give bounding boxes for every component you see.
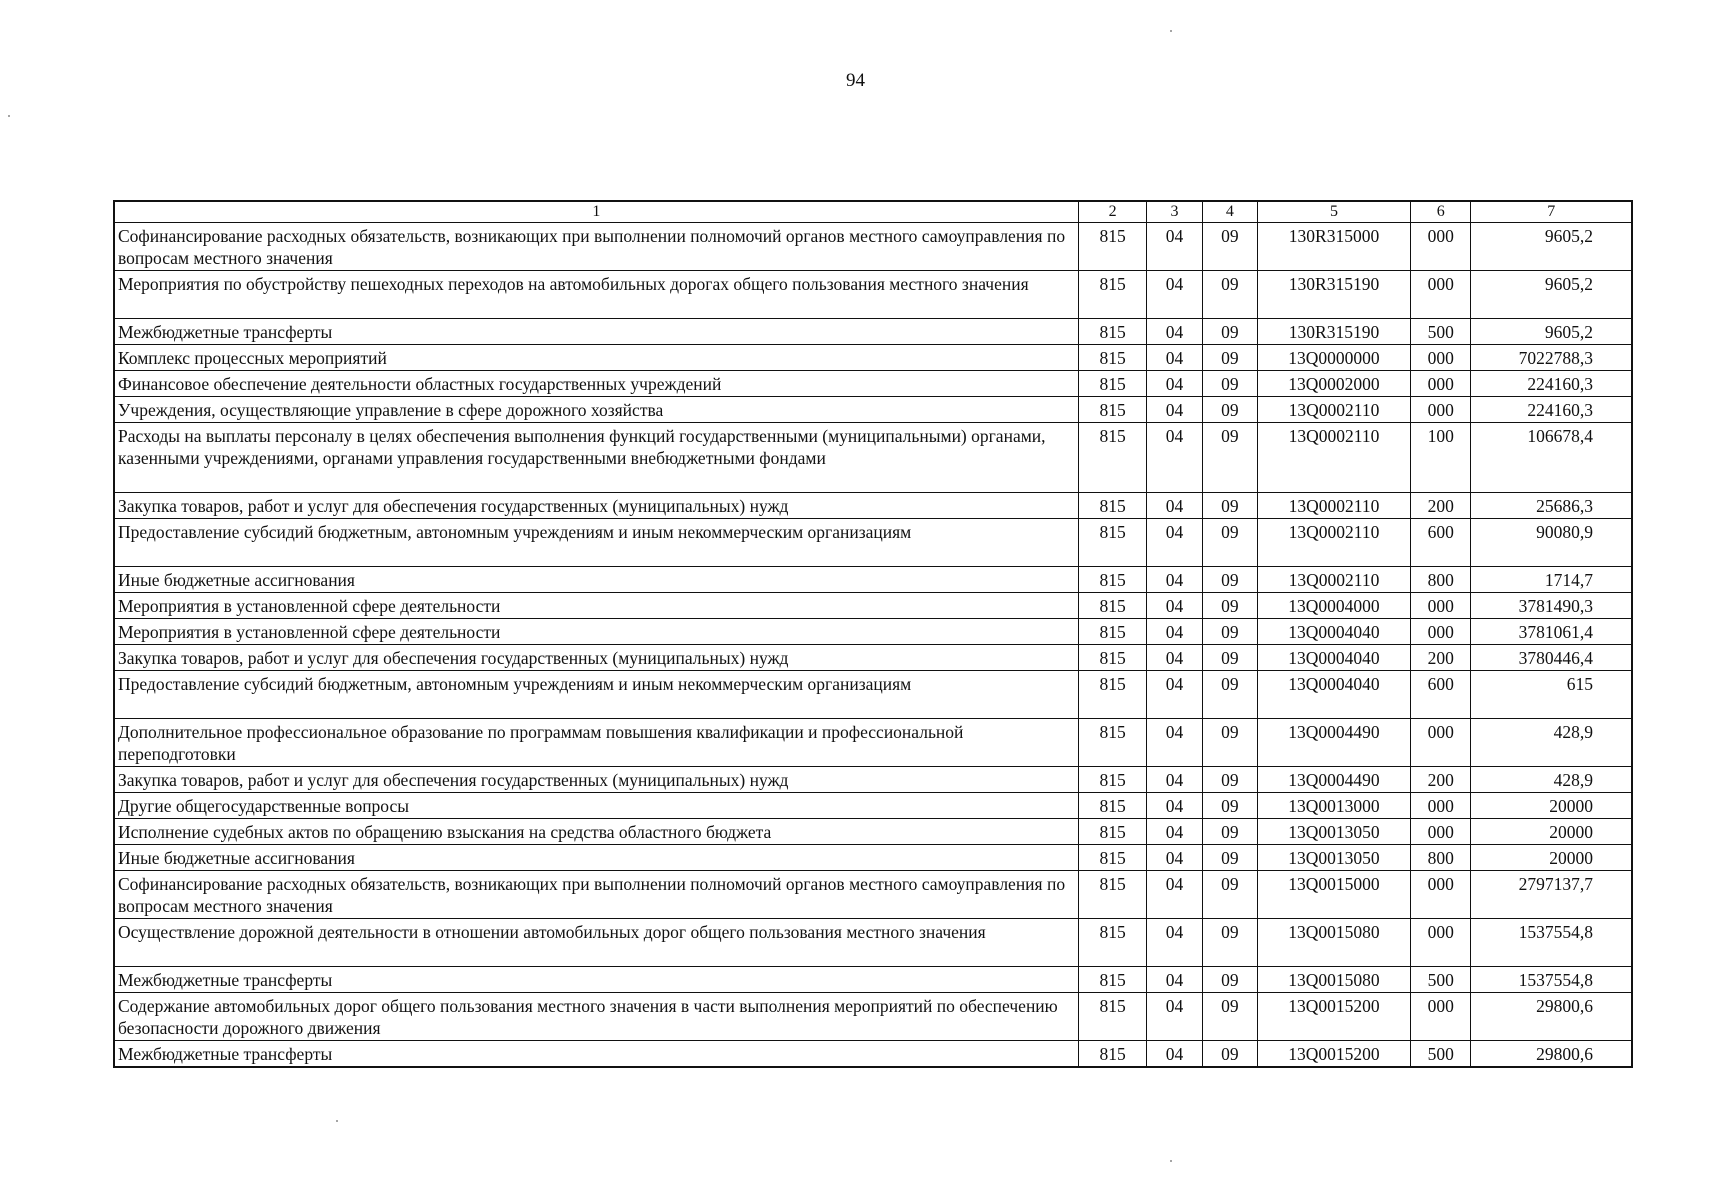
row-name-cell: Мероприятия в установленной сфере деятельности xyxy=(114,593,1078,619)
row-section-cell: 04 xyxy=(1147,619,1202,645)
row-type-cell: 200 xyxy=(1411,767,1471,793)
row-subsection-cell: 09 xyxy=(1202,967,1257,993)
row-section-cell: 04 xyxy=(1147,919,1202,967)
row-amount-cell: 1537554,8 xyxy=(1471,919,1632,967)
row-name-cell: Софинансирование расходных обязательств, возникающих при выполнении полномочий органов местного самоуправления по вопросам местного значения xyxy=(114,223,1078,271)
row-subsection-cell: 09 xyxy=(1202,871,1257,919)
table-row xyxy=(114,1041,1632,1068)
row-section-cell: 04 xyxy=(1147,993,1202,1041)
row-name-cell: Межбюджетные трансферты xyxy=(114,967,1078,993)
row-target-cell: 13Q0015000 xyxy=(1258,871,1411,919)
row-type-cell: 000 xyxy=(1411,345,1471,371)
row-target-cell: 13Q0002110 xyxy=(1258,397,1411,423)
header-col-1: 1 xyxy=(114,201,1078,223)
row-target-cell: 13Q0004040 xyxy=(1258,671,1411,719)
row-target-cell: 13Q0013050 xyxy=(1258,845,1411,871)
row-code-cell: 815 xyxy=(1078,793,1146,819)
row-amount-cell: 7022788,3 xyxy=(1471,345,1632,371)
row-section-cell: 04 xyxy=(1147,871,1202,919)
table-row xyxy=(114,845,1632,871)
row-section-cell: 04 xyxy=(1147,719,1202,767)
row-type-cell: 000 xyxy=(1411,271,1471,319)
row-code-cell: 815 xyxy=(1078,871,1146,919)
row-amount-cell: 3780446,4 xyxy=(1471,645,1632,671)
row-name-cell: Финансовое обеспечение деятельности областных государственных учреждений xyxy=(114,371,1078,397)
row-name-cell: Закупка товаров, работ и услуг для обеспечения государственных (муниципальных) нужд xyxy=(114,645,1078,671)
row-section-cell: 04 xyxy=(1147,819,1202,845)
table-row xyxy=(114,519,1632,567)
row-name-cell: Иные бюджетные ассигнования xyxy=(114,567,1078,593)
row-name-cell: Осуществление дорожной деятельности в отношении автомобильных дорог общего пользования местного значения xyxy=(114,919,1078,967)
row-section-cell: 04 xyxy=(1147,845,1202,871)
row-section-cell: 04 xyxy=(1147,1041,1202,1068)
table-row xyxy=(114,767,1632,793)
header-col-6: 6 xyxy=(1411,201,1471,223)
row-code-cell: 815 xyxy=(1078,593,1146,619)
scan-speck xyxy=(336,1120,338,1122)
row-name-cell: Межбюджетные трансферты xyxy=(114,319,1078,345)
row-target-cell: 13Q0015200 xyxy=(1258,1041,1411,1068)
row-code-cell: 815 xyxy=(1078,719,1146,767)
row-amount-cell: 29800,6 xyxy=(1471,1041,1632,1068)
header-row xyxy=(114,201,1632,223)
row-amount-cell: 224160,3 xyxy=(1471,397,1632,423)
row-code-cell: 815 xyxy=(1078,223,1146,271)
row-name-cell: Другие общегосударственные вопросы xyxy=(114,793,1078,819)
row-amount-cell: 1537554,8 xyxy=(1471,967,1632,993)
row-code-cell: 815 xyxy=(1078,371,1146,397)
row-amount-cell: 9605,2 xyxy=(1471,271,1632,319)
table-row xyxy=(114,967,1632,993)
row-type-cell: 500 xyxy=(1411,319,1471,345)
row-amount-cell: 428,9 xyxy=(1471,719,1632,767)
row-section-cell: 04 xyxy=(1147,967,1202,993)
header-col-5: 5 xyxy=(1258,201,1411,223)
table-row xyxy=(114,371,1632,397)
page-number: 94 xyxy=(846,70,865,91)
row-type-cell: 800 xyxy=(1411,567,1471,593)
row-section-cell: 04 xyxy=(1147,519,1202,567)
row-section-cell: 04 xyxy=(1147,593,1202,619)
row-name-cell: Предоставление субсидий бюджетным, автономным учреждениям и иным некоммерческим организациям xyxy=(114,519,1078,567)
scan-speck xyxy=(8,115,10,117)
budget-table xyxy=(113,200,1633,1068)
header-col-3: 3 xyxy=(1147,201,1202,223)
row-section-cell: 04 xyxy=(1147,397,1202,423)
table-row xyxy=(114,493,1632,519)
row-name-cell: Иные бюджетные ассигнования xyxy=(114,845,1078,871)
row-name-cell: Дополнительное профессиональное образование по программам повышения квалификации и профессиональной переподготовки xyxy=(114,719,1078,767)
row-amount-cell: 3781490,3 xyxy=(1471,593,1632,619)
row-target-cell: 13Q0004040 xyxy=(1258,619,1411,645)
row-name-cell: Комплекс процессных мероприятий xyxy=(114,345,1078,371)
row-subsection-cell: 09 xyxy=(1202,719,1257,767)
row-section-cell: 04 xyxy=(1147,423,1202,493)
row-subsection-cell: 09 xyxy=(1202,371,1257,397)
row-amount-cell: 20000 xyxy=(1471,819,1632,845)
table-row xyxy=(114,423,1632,493)
row-subsection-cell: 09 xyxy=(1202,993,1257,1041)
row-subsection-cell: 09 xyxy=(1202,845,1257,871)
row-amount-cell: 1714,7 xyxy=(1471,567,1632,593)
row-target-cell: 130R315190 xyxy=(1258,319,1411,345)
row-name-cell: Закупка товаров, работ и услуг для обеспечения государственных (муниципальных) нужд xyxy=(114,767,1078,793)
row-code-cell: 815 xyxy=(1078,271,1146,319)
row-code-cell: 815 xyxy=(1078,845,1146,871)
row-amount-cell: 615 xyxy=(1471,671,1632,719)
row-type-cell: 600 xyxy=(1411,519,1471,567)
row-amount-cell: 9605,2 xyxy=(1471,319,1632,345)
scan-speck xyxy=(1170,1160,1172,1162)
row-type-cell: 000 xyxy=(1411,819,1471,845)
row-subsection-cell: 09 xyxy=(1202,671,1257,719)
row-name-cell: Закупка товаров, работ и услуг для обеспечения государственных (муниципальных) нужд xyxy=(114,493,1078,519)
row-subsection-cell: 09 xyxy=(1202,793,1257,819)
row-type-cell: 500 xyxy=(1411,967,1471,993)
row-type-cell: 000 xyxy=(1411,871,1471,919)
row-section-cell: 04 xyxy=(1147,567,1202,593)
table-row xyxy=(114,319,1632,345)
table-row xyxy=(114,993,1632,1041)
row-name-cell: Мероприятия по обустройству пешеходных переходов на автомобильных дорогах общего пользования местного значения xyxy=(114,271,1078,319)
scan-speck xyxy=(1170,30,1172,32)
row-section-cell: 04 xyxy=(1147,767,1202,793)
row-target-cell: 13Q0002110 xyxy=(1258,567,1411,593)
row-amount-cell: 25686,3 xyxy=(1471,493,1632,519)
row-code-cell: 815 xyxy=(1078,619,1146,645)
row-amount-cell: 9605,2 xyxy=(1471,223,1632,271)
table-row xyxy=(114,397,1632,423)
row-subsection-cell: 09 xyxy=(1202,423,1257,493)
row-amount-cell: 29800,6 xyxy=(1471,993,1632,1041)
row-type-cell: 000 xyxy=(1411,223,1471,271)
row-section-cell: 04 xyxy=(1147,671,1202,719)
row-type-cell: 500 xyxy=(1411,1041,1471,1068)
table-row xyxy=(114,593,1632,619)
row-target-cell: 130R315190 xyxy=(1258,271,1411,319)
row-target-cell: 13Q0002110 xyxy=(1258,493,1411,519)
row-section-cell: 04 xyxy=(1147,223,1202,271)
header-col-7: 7 xyxy=(1471,201,1632,223)
row-subsection-cell: 09 xyxy=(1202,223,1257,271)
header-col-4: 4 xyxy=(1202,201,1257,223)
row-code-cell: 815 xyxy=(1078,819,1146,845)
row-type-cell: 000 xyxy=(1411,619,1471,645)
row-subsection-cell: 09 xyxy=(1202,319,1257,345)
row-target-cell: 13Q0002000 xyxy=(1258,371,1411,397)
row-section-cell: 04 xyxy=(1147,493,1202,519)
row-section-cell: 04 xyxy=(1147,371,1202,397)
row-type-cell: 200 xyxy=(1411,645,1471,671)
row-code-cell: 815 xyxy=(1078,423,1146,493)
header-col-2: 2 xyxy=(1078,201,1146,223)
table-body xyxy=(114,223,1632,1068)
row-code-cell: 815 xyxy=(1078,567,1146,593)
row-section-cell: 04 xyxy=(1147,793,1202,819)
row-name-cell: Учреждения, осуществляющие управление в сфере дорожного хозяйства xyxy=(114,397,1078,423)
row-amount-cell: 90080,9 xyxy=(1471,519,1632,567)
row-target-cell: 13Q0004490 xyxy=(1258,767,1411,793)
row-subsection-cell: 09 xyxy=(1202,493,1257,519)
table-row xyxy=(114,871,1632,919)
row-code-cell: 815 xyxy=(1078,645,1146,671)
row-type-cell: 600 xyxy=(1411,671,1471,719)
row-code-cell: 815 xyxy=(1078,767,1146,793)
row-type-cell: 800 xyxy=(1411,845,1471,871)
row-target-cell: 13Q0000000 xyxy=(1258,345,1411,371)
row-target-cell: 130R315000 xyxy=(1258,223,1411,271)
row-section-cell: 04 xyxy=(1147,345,1202,371)
table-row xyxy=(114,719,1632,767)
table-row xyxy=(114,671,1632,719)
row-code-cell: 815 xyxy=(1078,319,1146,345)
row-name-cell: Содержание автомобильных дорог общего пользования местного значения в части выполнения мероприятий по обеспечению безопасности дорожного движения xyxy=(114,993,1078,1041)
row-type-cell: 100 xyxy=(1411,423,1471,493)
table-row xyxy=(114,919,1632,967)
row-type-cell: 000 xyxy=(1411,993,1471,1041)
table-row xyxy=(114,645,1632,671)
row-section-cell: 04 xyxy=(1147,645,1202,671)
table-row xyxy=(114,223,1632,271)
table-row xyxy=(114,793,1632,819)
row-type-cell: 200 xyxy=(1411,493,1471,519)
row-code-cell: 815 xyxy=(1078,519,1146,567)
row-type-cell: 000 xyxy=(1411,371,1471,397)
row-name-cell: Предоставление субсидий бюджетным, автономным учреждениям и иным некоммерческим организациям xyxy=(114,671,1078,719)
row-type-cell: 000 xyxy=(1411,593,1471,619)
row-amount-cell: 20000 xyxy=(1471,845,1632,871)
row-subsection-cell: 09 xyxy=(1202,619,1257,645)
row-target-cell: 13Q0002110 xyxy=(1258,519,1411,567)
row-type-cell: 000 xyxy=(1411,397,1471,423)
row-target-cell: 13Q0002110 xyxy=(1258,423,1411,493)
row-target-cell: 13Q0015080 xyxy=(1258,967,1411,993)
row-amount-cell: 428,9 xyxy=(1471,767,1632,793)
row-subsection-cell: 09 xyxy=(1202,645,1257,671)
row-target-cell: 13Q0004490 xyxy=(1258,719,1411,767)
row-amount-cell: 2797137,7 xyxy=(1471,871,1632,919)
row-type-cell: 000 xyxy=(1411,719,1471,767)
row-name-cell: Расходы на выплаты персоналу в целях обеспечения выполнения функций государственными (муниципальными) органами, казенными учреждениями, органами управления государственными внебюджетными фондами xyxy=(114,423,1078,493)
row-subsection-cell: 09 xyxy=(1202,767,1257,793)
table-row xyxy=(114,345,1632,371)
row-subsection-cell: 09 xyxy=(1202,567,1257,593)
row-target-cell: 13Q0004000 xyxy=(1258,593,1411,619)
table-row xyxy=(114,567,1632,593)
row-code-cell: 815 xyxy=(1078,993,1146,1041)
row-amount-cell: 106678,4 xyxy=(1471,423,1632,493)
row-target-cell: 13Q0004040 xyxy=(1258,645,1411,671)
row-target-cell: 13Q0013000 xyxy=(1258,793,1411,819)
row-subsection-cell: 09 xyxy=(1202,919,1257,967)
row-code-cell: 815 xyxy=(1078,671,1146,719)
table-row xyxy=(114,271,1632,319)
row-subsection-cell: 09 xyxy=(1202,271,1257,319)
table-row xyxy=(114,619,1632,645)
row-amount-cell: 20000 xyxy=(1471,793,1632,819)
row-code-cell: 815 xyxy=(1078,919,1146,967)
row-subsection-cell: 09 xyxy=(1202,1041,1257,1068)
row-code-cell: 815 xyxy=(1078,493,1146,519)
row-amount-cell: 3781061,4 xyxy=(1471,619,1632,645)
row-subsection-cell: 09 xyxy=(1202,519,1257,567)
row-code-cell: 815 xyxy=(1078,345,1146,371)
table-row xyxy=(114,819,1632,845)
row-section-cell: 04 xyxy=(1147,271,1202,319)
row-code-cell: 815 xyxy=(1078,397,1146,423)
row-name-cell: Софинансирование расходных обязательств, возникающих при выполнении полномочий органов местного самоуправления по вопросам местного значения xyxy=(114,871,1078,919)
row-subsection-cell: 09 xyxy=(1202,819,1257,845)
row-amount-cell: 224160,3 xyxy=(1471,371,1632,397)
row-subsection-cell: 09 xyxy=(1202,345,1257,371)
row-section-cell: 04 xyxy=(1147,319,1202,345)
row-target-cell: 13Q0015200 xyxy=(1258,993,1411,1041)
row-code-cell: 815 xyxy=(1078,1041,1146,1068)
row-subsection-cell: 09 xyxy=(1202,593,1257,619)
row-name-cell: Мероприятия в установленной сфере деятельности xyxy=(114,619,1078,645)
row-name-cell: Исполнение судебных актов по обращению взыскания на средства областного бюджета xyxy=(114,819,1078,845)
row-name-cell: Межбюджетные трансферты xyxy=(114,1041,1078,1068)
row-type-cell: 000 xyxy=(1411,793,1471,819)
row-target-cell: 13Q0015080 xyxy=(1258,919,1411,967)
row-subsection-cell: 09 xyxy=(1202,397,1257,423)
row-type-cell: 000 xyxy=(1411,919,1471,967)
row-code-cell: 815 xyxy=(1078,967,1146,993)
row-target-cell: 13Q0013050 xyxy=(1258,819,1411,845)
